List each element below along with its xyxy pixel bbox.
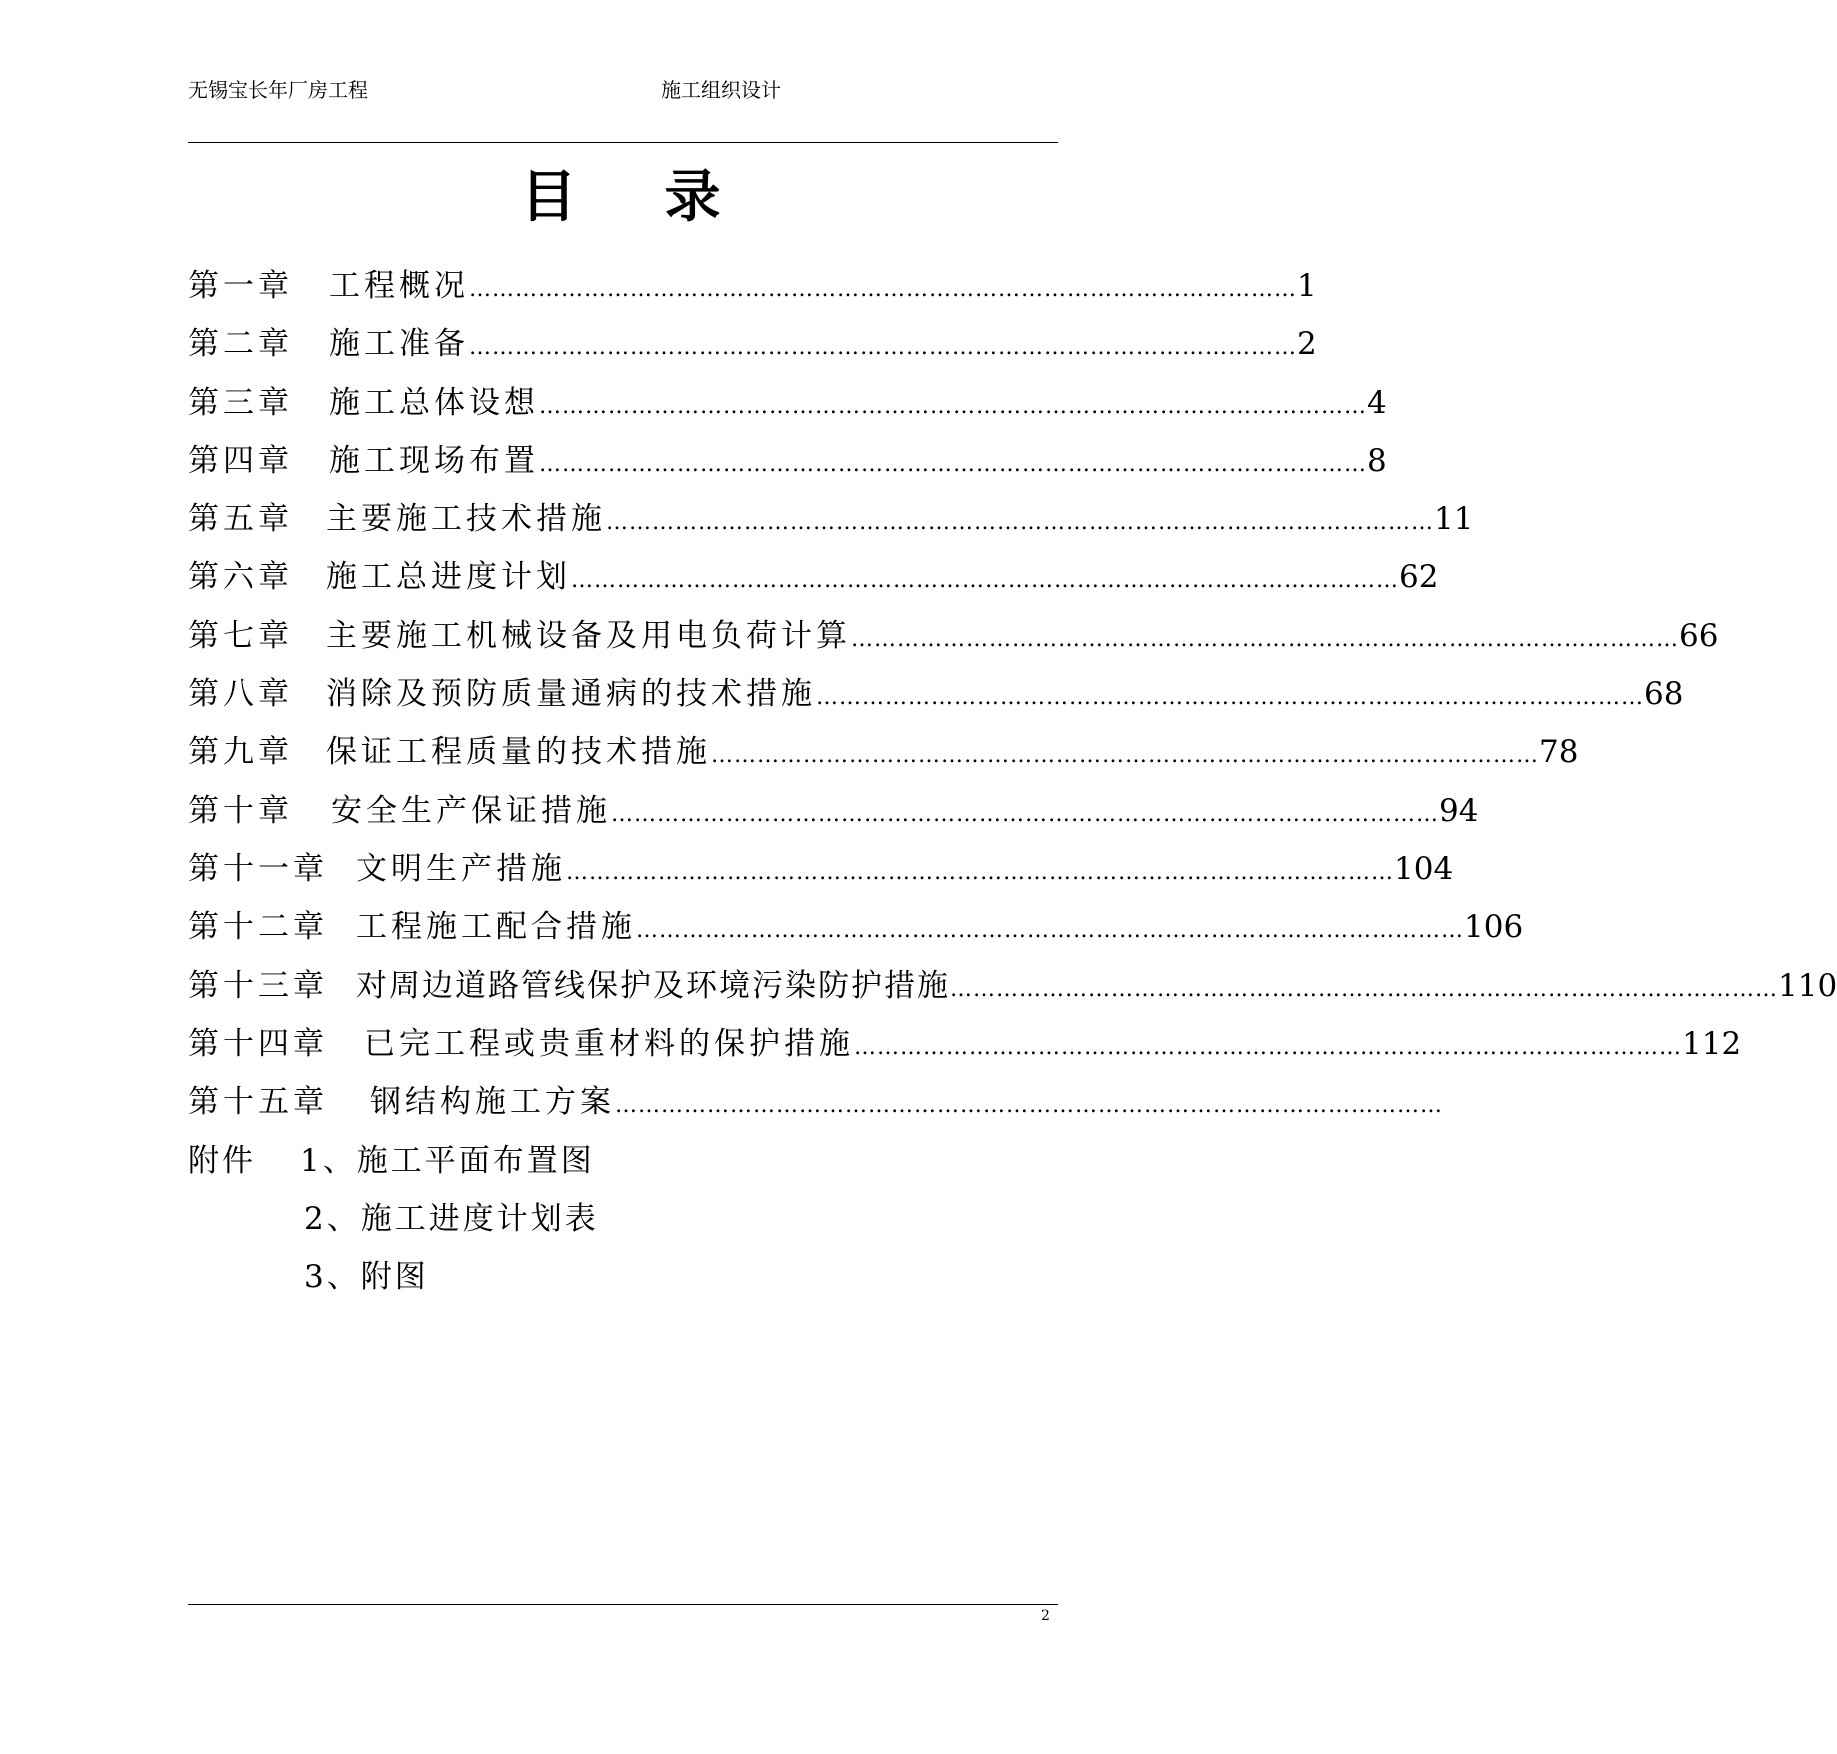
toc-page: 94: [1439, 792, 1479, 829]
toc-chapter: 第二章: [188, 326, 293, 363]
toc-page: 11: [1434, 501, 1474, 538]
toc-title: 文明生产措施: [356, 850, 566, 887]
footer-divider: [188, 1604, 1058, 1605]
toc-entry[interactable]: [188, 501, 1474, 559]
toc-leader: ………………………………………………………………………………………………: [539, 451, 1367, 477]
toc-entry[interactable]: [188, 559, 1439, 617]
toc-title: 施工总体设想: [329, 384, 539, 421]
attachments: [188, 1143, 599, 1317]
toc-entry[interactable]: [188, 1025, 1742, 1084]
toc-entry[interactable]: [188, 442, 1387, 501]
toc-title: 对周边道路管线保护及环境污染防护措施: [356, 967, 950, 1004]
attachment-row: [188, 1143, 599, 1201]
toc-page: 68: [1644, 676, 1684, 713]
toc-title: 已完工程或贵重材料的保护措施: [364, 1025, 854, 1062]
toc-entry[interactable]: [188, 909, 1524, 967]
toc-page: 2: [1297, 326, 1317, 363]
toc-entry[interactable]: [188, 850, 1454, 909]
toc-entry[interactable]: [188, 384, 1387, 443]
toc-chapter: 第四章: [188, 442, 293, 479]
toc-title: 安全生产保证措施: [331, 792, 611, 829]
toc-page: 78: [1539, 734, 1579, 771]
toc-chapter: 第十章: [188, 792, 293, 829]
toc-leader: ………………………………………………………………………………………………: [816, 685, 1644, 711]
attachments-label: 附件: [188, 1143, 256, 1179]
toc-leader: ………………………………………………………………………………………………: [950, 976, 1778, 1002]
toc-title: 施工现场布置: [329, 442, 539, 479]
toc-entry[interactable]: [188, 967, 1837, 1026]
toc-page: 4: [1367, 384, 1387, 421]
toc-entry[interactable]: [188, 792, 1479, 851]
toc-leader: ………………………………………………………………………………………………: [711, 743, 1539, 769]
toc-page: 106: [1464, 909, 1524, 946]
attachment-item[interactable]: 2、施工进度计划表: [304, 1201, 599, 1237]
toc-chapter: 第五章: [188, 501, 293, 538]
header-project-name: 无锡宝长年厂房工程: [188, 78, 368, 102]
toc-title: 工程施工配合措施: [356, 909, 636, 946]
toc-page: 66: [1679, 617, 1719, 654]
toc-chapter: 第十五章: [188, 1084, 328, 1121]
toc-page: 112: [1682, 1025, 1742, 1062]
toc-entry[interactable]: [188, 617, 1719, 676]
toc-chapter: 第十三章: [188, 967, 328, 1004]
toc-chapter: 第九章: [188, 734, 293, 771]
toc-chapter: 第十二章: [188, 909, 328, 946]
toc-title: 主要施工技术措施: [326, 501, 606, 538]
toc-entry[interactable]: [188, 1084, 1443, 1142]
toc-entry[interactable]: [188, 326, 1317, 384]
toc-page: 62: [1399, 559, 1439, 596]
toc-page: 8: [1367, 442, 1387, 479]
header-document-type: 施工组织设计: [661, 78, 781, 102]
toc-title: 保证工程质量的技术措施: [326, 734, 711, 771]
toc-title: 消除及预防质量通病的技术措施: [326, 676, 816, 713]
toc-leader: ………………………………………………………………………………………………: [615, 1093, 1443, 1119]
toc-leader: ………………………………………………………………………………………………: [636, 918, 1464, 944]
table-of-contents: [188, 268, 1837, 1142]
toc-title: 主要施工机械设备及用电负荷计算: [326, 617, 851, 654]
toc-title: 施工准备: [329, 326, 469, 363]
toc-chapter: 第一章: [188, 268, 293, 304]
toc-page: 110: [1778, 967, 1837, 1004]
toc-entry[interactable]: [188, 676, 1684, 734]
toc-page: 1: [1297, 268, 1317, 304]
toc-leader: ………………………………………………………………………………………………: [469, 335, 1297, 361]
attachment-item[interactable]: 3、附图: [304, 1259, 429, 1295]
header-divider: [188, 142, 1058, 143]
attachment-row: [188, 1201, 599, 1259]
page-title: 目录: [520, 164, 809, 230]
attachment-row: [188, 1259, 599, 1317]
toc-title: 钢结构施工方案: [370, 1084, 615, 1121]
toc-leader: ………………………………………………………………………………………………: [469, 277, 1297, 302]
toc-chapter: 第三章: [188, 384, 293, 421]
toc-leader: ………………………………………………………………………………………………: [539, 393, 1367, 419]
toc-leader: ………………………………………………………………………………………………: [854, 1034, 1682, 1060]
toc-entry[interactable]: [188, 268, 1317, 326]
toc-title: 施工总进度计划: [326, 559, 571, 596]
toc-page: 104: [1394, 850, 1454, 887]
toc-entry[interactable]: [188, 734, 1579, 792]
toc-chapter: 第六章: [188, 559, 293, 596]
toc-leader: ………………………………………………………………………………………………: [566, 859, 1394, 885]
toc-chapter: 第八章: [188, 676, 293, 713]
toc-leader: ………………………………………………………………………………………………: [606, 510, 1434, 536]
toc-leader: ………………………………………………………………………………………………: [571, 568, 1399, 594]
toc-chapter: 第十一章: [188, 850, 328, 887]
toc-chapter: 第七章: [188, 617, 293, 654]
toc-leader: ………………………………………………………………………………………………: [611, 801, 1439, 827]
page-number: 2: [1041, 1608, 1050, 1624]
toc-leader: ………………………………………………………………………………………………: [851, 626, 1679, 652]
toc-title: 工程概况: [329, 268, 469, 304]
toc-chapter: 第十四章: [188, 1025, 328, 1062]
attachment-item[interactable]: 1、施工平面布置图: [300, 1143, 595, 1179]
